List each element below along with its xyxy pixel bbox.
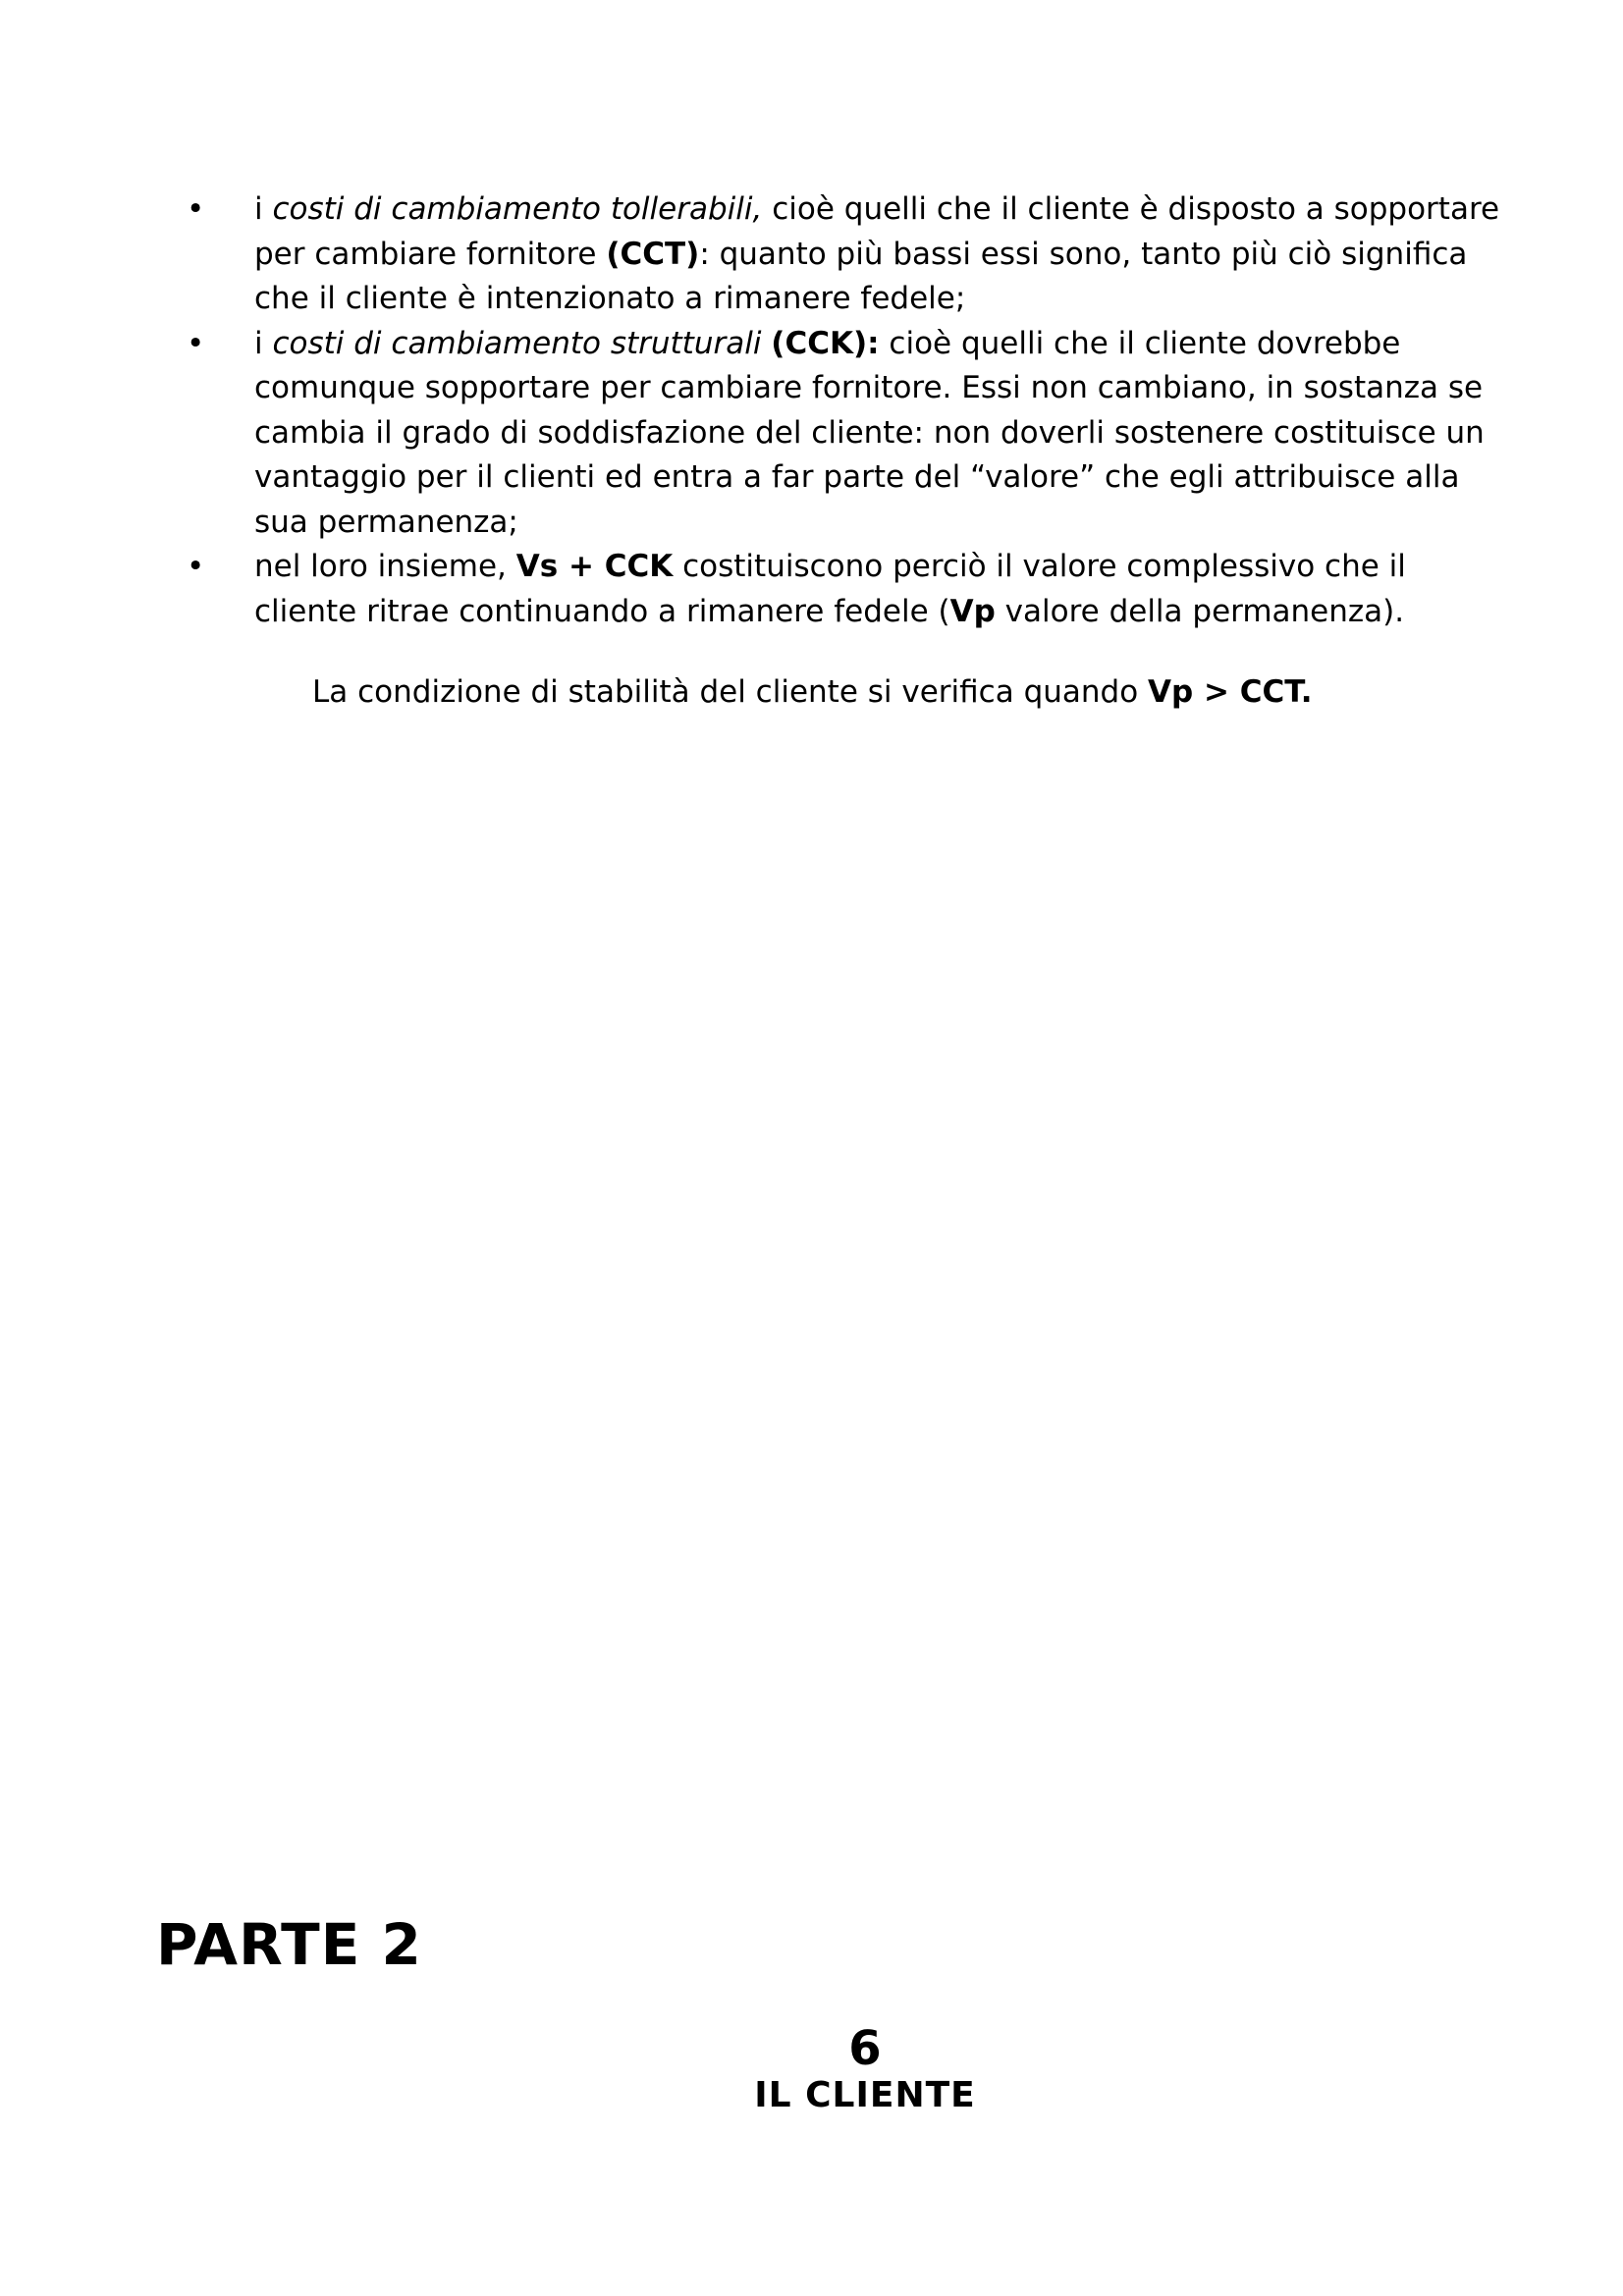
bullet-icon: • [187,191,205,227]
text-run: nel loro insieme, [254,549,516,584]
bullet-item-cck [187,322,1502,546]
text-run: valore della permanenza). [995,593,1405,629]
bold-term: Vp > CCT. [1148,674,1313,710]
bullet-item-cct [187,187,1502,322]
bullet-text [254,549,1406,629]
chapter-number: 6 [848,2021,882,2076]
italic-term: costi di cambiamento strutturali [272,325,762,361]
stability-condition [312,670,1490,716]
text-run: cioè quelli che il cliente è disposto a sopportare per cambiare fornitore [254,191,1500,272]
text-run [761,326,771,361]
bold-term: (CCT) [606,236,700,272]
bold-term: Vp [949,593,996,629]
text-run: i [254,191,273,227]
text-run: cioè quelli che il cliente dovrebbe comunque sopportare per cambiare fornitore. Essi non cambiano, in sostanza se cambia il grado di soddisfazione del cliente: non doverli sostenere costituisce un vantaggio per il clienti ed entra a far parte del “valore” che egli attribuisce alla sua permanenza; [254,325,1485,540]
bullet-text [254,326,1485,540]
text-run: i [254,325,273,361]
bullet-list [187,187,1502,634]
italic-term: costi di cambiamento tollerabili, [272,191,763,227]
bullet-icon: • [187,325,205,361]
part-title: PARTE 2 [156,1911,422,1978]
chapter-title: IL CLIENTE [754,2075,976,2115]
bold-term: (CCK): [771,325,880,361]
text-run: costituiscono perciò il valore complessivo che il cliente ritrae continuando a rimanere fedele ( [254,549,1406,629]
bullet-item-vp [187,545,1502,634]
text-run: : quanto più bassi essi sono, tanto più ciò significa che il cliente è intenzionato a rimanere fedele; [254,236,1468,316]
bullet-text [254,191,1499,316]
bullet-icon: • [187,549,205,584]
text-run: La condizione di stabilità del cliente si verifica quando [312,674,1149,710]
bold-term: Vs + CCK [515,549,674,584]
